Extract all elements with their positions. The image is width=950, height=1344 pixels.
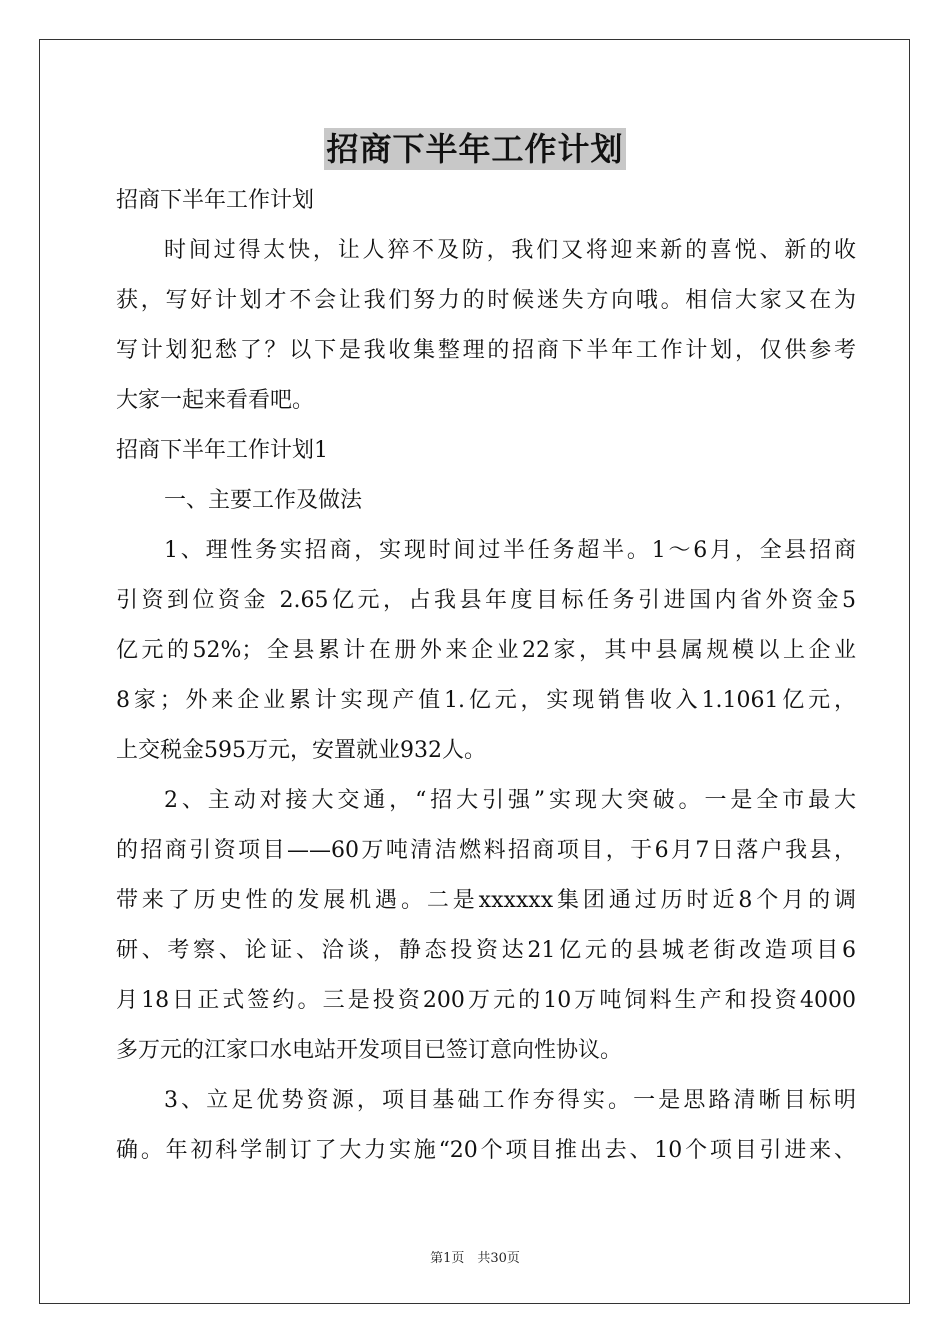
sub-heading: 一、主要工作及做法 <box>164 488 363 513</box>
document-body <box>116 176 856 1176</box>
intro-line: 时间过得太快，让人猝不及防，我们又将迎来新的喜悦、新的收 <box>164 238 856 263</box>
para2-line: 2、主动对接大交通，“招大引强”实现大突破。一是全市最大 <box>164 788 856 813</box>
subtitle: 招商下半年工作计划 <box>116 188 315 213</box>
section-heading: 招商下半年工作计划1 <box>116 438 328 463</box>
para2-line: 带来了历史性的发展机遇。二是xxxxxx集团通过历时近8个月的调 <box>116 888 856 913</box>
para1-line: 亿元的52%；全县累计在册外来企业22家，其中县属规模以上企业 <box>116 638 856 663</box>
para3-line: 确。年初科学制订了大力实施“20个项目推出去、10个项目引进来、 <box>116 1138 856 1163</box>
para3-line: 3、立足优势资源，项目基础工作夯得实。一是思路清晰目标明 <box>164 1088 856 1113</box>
para2-line: 研、考察、论证、洽谈，静态投资达21亿元的县城老街改造项目6 <box>116 938 856 963</box>
para1-line: 上交税金595万元，安置就业932人。 <box>116 738 486 763</box>
document-title: 招商下半年工作计划 <box>326 130 624 168</box>
intro-line: 写计划犯愁了？以下是我收集整理的招商下半年工作计划，仅供参考 <box>116 338 856 363</box>
para1-line: 8家；外来企业累计实现产值1.亿元，实现销售收入1.1061亿元， <box>116 688 856 713</box>
para2-line: 的招商引资项目——60万吨清洁燃料招商项目，于6月7日落户我县， <box>116 838 856 863</box>
intro-line: 大家一起来看看吧。 <box>116 388 315 413</box>
para1-line: 1、理性务实招商，实现时间过半任务超半。1～6月，全县招商 <box>164 538 856 563</box>
page-footer: 第1页 共30页 <box>430 1251 520 1266</box>
intro-line: 获，写好计划才不会让我们努力的时候迷失方向哦。相信大家又在为 <box>116 288 856 313</box>
para1-line: 引资到位资金 2.65亿元，占我县年度目标任务引进国内省外资金5 <box>116 588 856 613</box>
para2-line: 月18日正式签约。三是投资200万元的10万吨饲料生产和投资4000 <box>116 988 856 1013</box>
para2-line: 多万元的江家口水电站开发项目已签订意向性协议。 <box>116 1038 623 1063</box>
title-container <box>0 128 950 170</box>
